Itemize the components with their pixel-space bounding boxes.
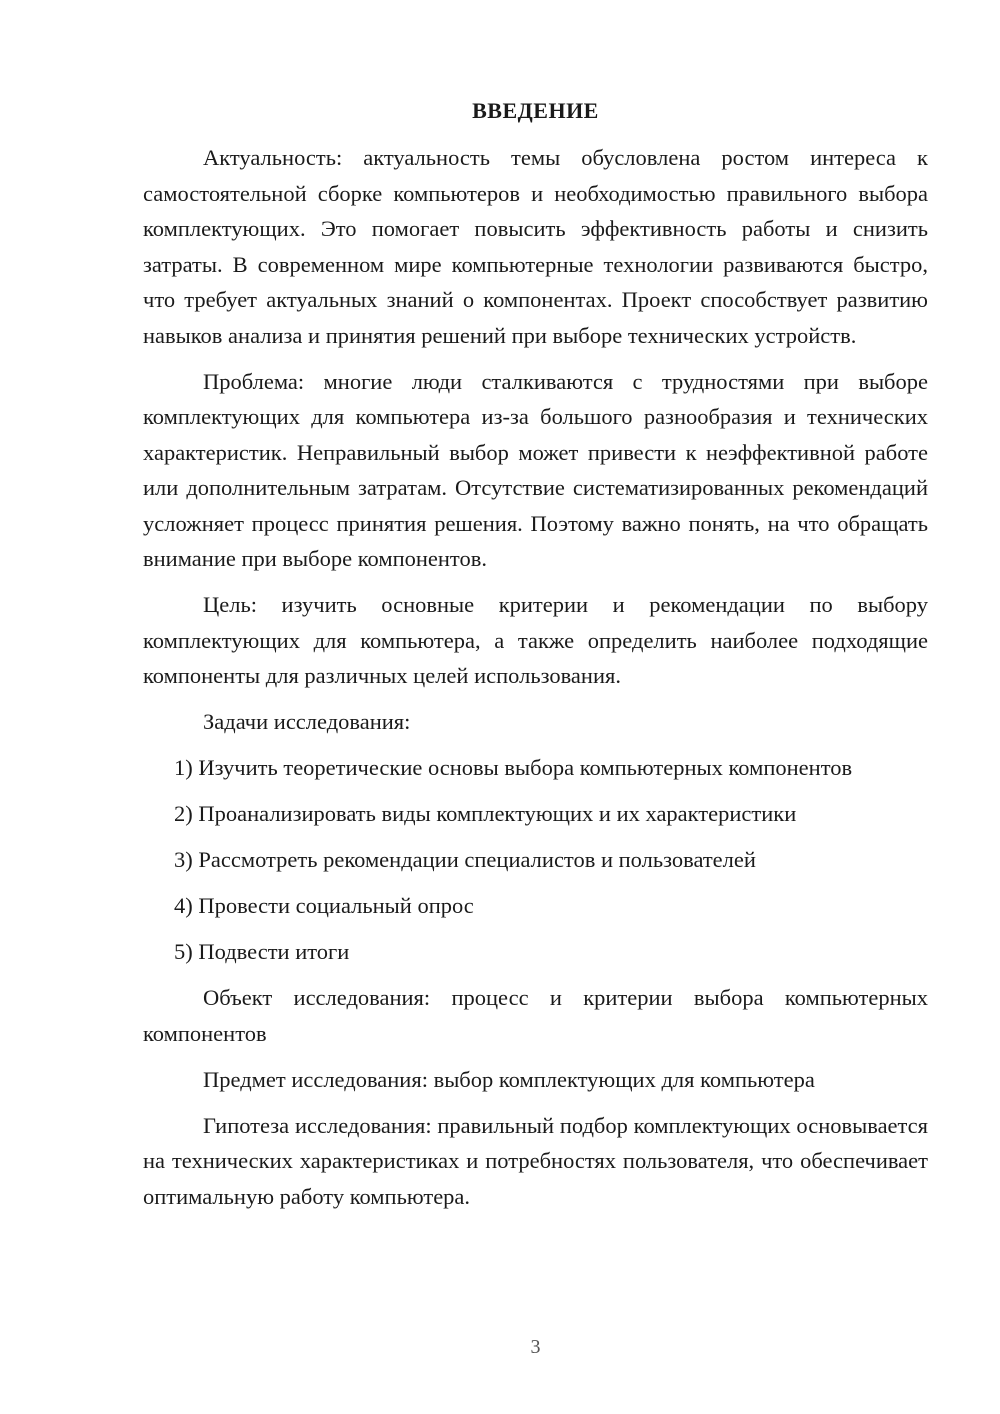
tasks-title: Задачи исследования: bbox=[203, 709, 411, 734]
hypothesis-paragraph: Гипотеза исследования: правильный подбор комплектующих основывается на технических характеристиках и потребностях пользователя, что обеспечивает оптимальную работу компьютера. bbox=[143, 1112, 928, 1209]
page-heading: ВВЕДЕНИЕ bbox=[472, 98, 599, 123]
relevance-paragraph: Актуальность: актуальность темы обусловлена ростом интереса к самостоятельной сборке компьютеров и необходимостью правильного выбора комплектующих. Это помогает повысить эффективность работы и снизить затраты. В современном мире компьютерные технологии развиваются быстро, что требует актуальных знаний о компонентах. Проект способствует развитию навыков анализа и принятия решений при выборе технических устройств. bbox=[143, 145, 928, 348]
object-paragraph: Объект исследования: процесс и критерии выбора компьютерных компонентов bbox=[143, 985, 928, 1046]
task-item-3: 3) Рассмотреть рекомендации специалистов и пользователей bbox=[174, 847, 756, 872]
document-body bbox=[143, 140, 928, 1214]
task-item-1: 1) Изучить теоретические основы выбора компьютерных компонентов bbox=[174, 755, 853, 780]
goal-paragraph: Цель: изучить основные критерии и рекомендации по выбору комплектующих для компьютера, а также определить наиболее подходящие компоненты для различных целей использования. bbox=[143, 592, 928, 688]
subject-paragraph: Предмет исследования: выбор комплектующих для компьютера bbox=[203, 1066, 815, 1092]
problem-paragraph: Проблема: многие люди сталкиваются с трудностями при выборе комплектующих для компьютера из-за большого разнообразия и технических характеристик. Неправильный выбор может привести к неэффективной работе или дополнительным затратам. Отсутствие систематизированных рекомендаций усложняет процесс принятия решения. Поэтому важно понять, на что обращать внимание при выборе компонентов. bbox=[143, 368, 928, 571]
page-number: 3 bbox=[530, 1336, 541, 1358]
tasks-list bbox=[143, 750, 928, 970]
task-item-2: 2) Проанализировать виды комплектующих и их характеристики bbox=[174, 801, 797, 826]
task-item-5: 5) Подвести итоги bbox=[174, 939, 350, 964]
task-item-4: 4) Провести социальный опрос bbox=[174, 893, 474, 918]
